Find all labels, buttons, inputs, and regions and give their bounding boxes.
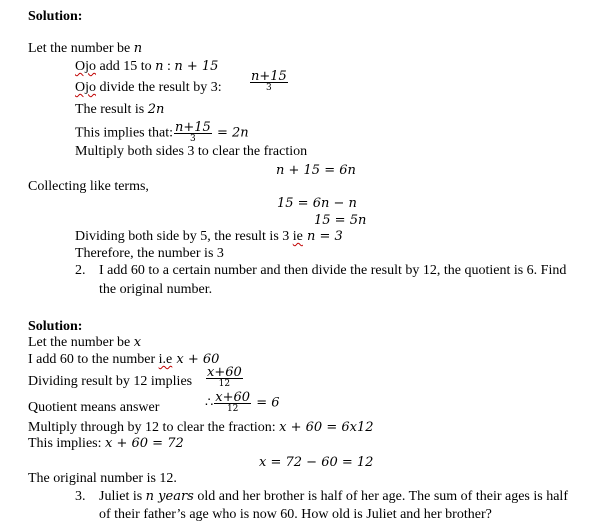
implies-numerator: n+15 — [175, 120, 211, 135]
let-x-line — [28, 335, 141, 351]
question-2-number: 2. — [75, 263, 86, 278]
question-3-text-b: old and her brother is half of her age. The sum of their ages is half — [193, 489, 568, 504]
equation-15-eq-6n-minus-n: 15 = 6n − n — [277, 196, 357, 211]
question-3-line-1 — [99, 489, 568, 505]
result-text: The result is — [75, 102, 148, 117]
ojo-divide-line — [75, 80, 222, 96]
therefore-line: Therefore, the number is 3 — [75, 246, 224, 261]
let-text: Let the number be — [28, 41, 134, 56]
quotient-rhs: = 6 — [252, 395, 280, 411]
equation-15-eq-5n: 15 = 5n — [314, 213, 367, 228]
multiply-12-line — [28, 420, 374, 436]
let-variable: n — [133, 41, 143, 56]
solution-heading-1: Solution: — [28, 9, 83, 24]
therefore-symbol: ∴ — [205, 395, 214, 411]
implies-72-line — [28, 436, 184, 452]
question-3-text-a: Juliet is — [99, 489, 146, 504]
ojo-add-text: add 15 to — [96, 59, 156, 74]
quotient-denominator: 12 — [226, 404, 239, 414]
collecting-line: Collecting like terms, — [28, 179, 149, 194]
ojo-add-var: n — [155, 59, 164, 74]
fraction-denominator: 12 — [218, 379, 231, 389]
multiply-12-text: Multiply through by 12 to clear the fraction: — [28, 420, 280, 435]
multiply-12-expression: x + 60 = 6x12 — [279, 420, 374, 435]
question-3-number: 3. — [75, 489, 86, 504]
equation-n-plus-15: n + 15 = 6n — [276, 163, 356, 178]
question-3-variable: n years — [145, 489, 194, 504]
implies-72-expression: x + 60 = 72 — [105, 436, 184, 451]
add-60-line — [28, 352, 219, 368]
quotient-equation — [205, 390, 280, 414]
implies-rhs: = 2n — [212, 125, 249, 141]
ojo-add-colon: : — [163, 59, 175, 74]
dividing-12-line: Dividing result by 12 implies — [28, 374, 193, 389]
quotient-numerator: x+60 — [215, 390, 251, 405]
ojo-add-line — [75, 59, 218, 75]
fraction-n-plus-15-over-3 — [250, 69, 288, 93]
fraction-numerator: n+15 — [251, 69, 287, 84]
ie-abbrev: i.e — [158, 352, 173, 367]
implies-72-text: This implies: — [28, 436, 105, 451]
fraction-numerator: x+60 — [207, 365, 242, 380]
add-60-text: I add 60 to the number — [28, 352, 159, 367]
equation-x-eq-12: x = 72 − 60 = 12 — [259, 455, 374, 470]
dividing-text: Dividing both side by 5, the result is 3 — [75, 229, 293, 244]
result-expression: 2n — [147, 102, 165, 117]
result-line — [75, 102, 164, 118]
implies-denominator: 3 — [190, 134, 196, 144]
let-x-text: Let the number be — [28, 335, 134, 350]
question-2-line-2: the original number. — [99, 282, 213, 297]
implies-line — [75, 120, 249, 144]
ojo-add-expression: n + 15 — [174, 59, 219, 74]
add-60-expression: x + 60 — [172, 352, 220, 367]
fraction-x-plus-60-over-12 — [206, 365, 243, 389]
quotient-line: Quotient means answer — [28, 400, 160, 415]
implies-text: This implies that: — [75, 125, 173, 141]
ojo-divide-text: divide the result by 3: — [96, 80, 222, 95]
ojo-name: Ojo — [75, 80, 96, 95]
question-3-line-2: of their father’s age who is now 60. How old is Juliet and her brother? — [99, 507, 492, 522]
original-number-line: The original number is 12. — [28, 471, 177, 486]
let-x-variable: x — [133, 335, 142, 350]
multiply-line: Multiply both sides 3 to clear the fraction — [75, 144, 308, 159]
let-number-line — [28, 41, 142, 57]
dividing-expression: n = 3 — [302, 229, 343, 244]
fraction-denominator: 3 — [266, 83, 272, 93]
solution-heading-2: Solution: — [28, 319, 83, 334]
question-2-line-1: I add 60 to a certain number and then divide the result by 12, the quotient is 6. Find — [99, 263, 567, 278]
ie-abbrev: ie — [292, 229, 303, 244]
ojo-name: Ojo — [75, 59, 96, 74]
dividing-line — [75, 229, 343, 245]
